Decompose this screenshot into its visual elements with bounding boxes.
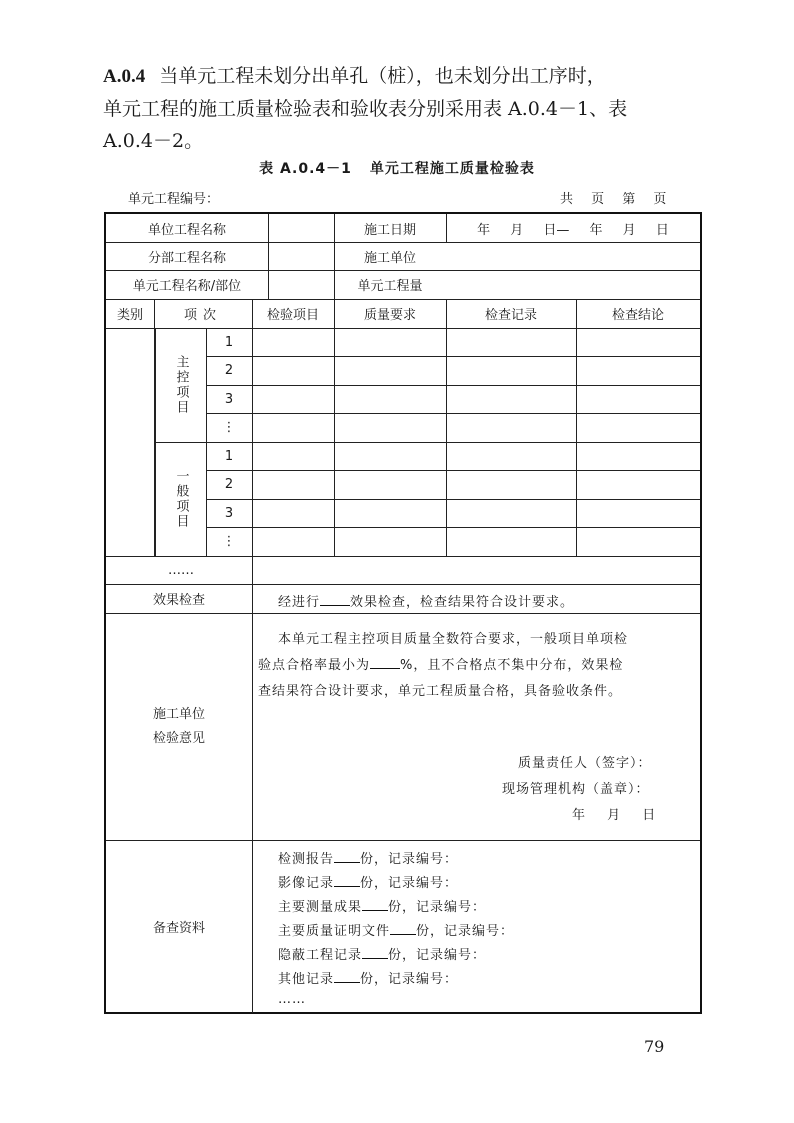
col-item-no: 项次 — [183, 308, 222, 323]
col-check-conclusion: 检查结论 — [611, 308, 664, 323]
intro-line-3: A.0.4－2。 — [103, 130, 204, 152]
value-unit-project-name[interactable] — [268, 214, 334, 242]
clause-number: A.0.4 — [103, 66, 146, 87]
col-inspection-item: 检验项目 — [266, 308, 319, 323]
record-item-name: 检测报告 — [278, 852, 335, 867]
page-number: 79 — [644, 1037, 665, 1056]
record-item-suffix: 份，记录编号： — [360, 876, 459, 891]
label-opinion — [106, 613, 252, 840]
record-count-blank[interactable] — [390, 922, 416, 935]
value-unit-quantity[interactable] — [446, 270, 700, 299]
effect-blank[interactable] — [320, 593, 350, 606]
opinion-line-2-pre: 验点合格率最小为 — [258, 658, 371, 673]
label-effect-check: 效果检查 — [152, 593, 205, 608]
opinion-date[interactable]: 年 月 日 — [572, 808, 657, 823]
record-item-name: 主要质量证明文件 — [278, 924, 391, 939]
value-division-name[interactable] — [268, 242, 334, 270]
label-construction-date: 施工日期 — [363, 222, 416, 238]
record-count-blank[interactable] — [334, 874, 360, 887]
effect-pre: 经进行 — [278, 595, 321, 610]
caption-title: 单元工程施工质量检验表 — [369, 161, 535, 177]
more-categories: …… — [168, 562, 194, 578]
opinion-line-3: 查结果符合设计要求，单元工程质量合格，具备验收条件。 — [258, 684, 623, 699]
effect-post: 效果检查，检查结果符合设计要求。 — [350, 595, 575, 610]
record-item — [278, 944, 486, 963]
record-item-name: 主要测量成果 — [278, 900, 363, 915]
record-item-name: 影像记录 — [278, 876, 335, 891]
pass-rate-blank[interactable] — [370, 656, 400, 669]
general-row-2: 2 — [224, 477, 234, 492]
records-ellipsis: …… — [278, 992, 306, 1007]
table-caption — [0, 158, 794, 178]
site-stamp[interactable]: 现场管理机构（盖章）： — [502, 782, 650, 797]
inspection-table — [104, 212, 702, 1014]
record-item-name: 隐蔽工程记录 — [278, 948, 363, 963]
effect-check-text — [278, 591, 574, 610]
value-unit-name-part[interactable] — [268, 270, 334, 299]
intro-paragraph — [103, 60, 703, 157]
main-row-more: ⋮ — [222, 420, 236, 435]
opinion-line-1: 本单元工程主控项目质量全数符合要求，一般项目单项检 — [278, 632, 629, 647]
general-row-3: 3 — [224, 505, 234, 521]
main-row-1: 1 — [224, 334, 234, 350]
opinion-line-2-post: %，且不合格点不集中分布，效果检 — [400, 658, 624, 673]
label-opinion-line2: 检验意见 — [152, 730, 205, 746]
general-row-more: ⋮ — [222, 534, 236, 549]
record-item-suffix: 份，记录编号： — [388, 948, 487, 963]
value-date-range[interactable]: 年 月 日— 年 月 日 — [477, 222, 669, 238]
general-row-1: 1 — [224, 448, 234, 464]
record-count-blank[interactable] — [362, 898, 388, 911]
main-row-2: 2 — [224, 363, 234, 378]
intro-line-1: 当单元工程未划分出单孔（桩），也未划分出工序时， — [159, 65, 606, 87]
col-quality-requirement: 质量要求 — [363, 308, 416, 323]
intro-line-2: 单元工程的施工质量检验表和验收表分别采用表 A.0.4－1、表 — [103, 98, 628, 120]
col-check-record: 检查记录 — [484, 308, 537, 323]
value-construction-unit[interactable] — [446, 242, 700, 270]
record-item-suffix: 份，记录编号： — [416, 924, 515, 939]
label-opinion-line1: 施工单位 — [152, 706, 205, 722]
label-records: 备查资料 — [152, 920, 205, 936]
label-unit-project-name: 单位工程名称 — [147, 222, 226, 238]
label-construction-unit: 施工单位 — [363, 250, 416, 266]
record-item — [278, 848, 458, 867]
record-item-suffix: 份，记录编号： — [360, 852, 459, 867]
group-general: 一般项目 — [173, 469, 189, 529]
record-item-suffix: 份，记录编号： — [360, 972, 459, 987]
label-division-name: 分部工程名称 — [147, 250, 226, 266]
record-item — [278, 896, 486, 915]
caption-number: 表 A.0.4－1 — [259, 161, 352, 177]
quality-signer[interactable]: 质量责任人（签字）： — [518, 756, 652, 771]
record-count-blank[interactable] — [334, 970, 360, 983]
main-row-3: 3 — [224, 391, 234, 407]
col-category: 类别 — [116, 308, 143, 323]
record-item — [278, 920, 514, 939]
label-unit-quantity: 单元工程量 — [357, 279, 423, 294]
page-counter: 共 页 第 页 — [560, 192, 669, 207]
record-count-blank[interactable] — [362, 946, 388, 959]
opinion-line-2 — [258, 654, 623, 673]
unit-code-label: 单元工程编号： — [128, 192, 220, 207]
record-item — [278, 968, 458, 987]
record-item — [278, 872, 458, 891]
group-main-control: 主控项目 — [173, 355, 189, 415]
record-item-name: 其他记录 — [278, 972, 335, 987]
record-item-suffix: 份，记录编号： — [388, 900, 487, 915]
label-unit-name-part: 单元工程名称/部位 — [132, 279, 242, 294]
record-count-blank[interactable] — [334, 850, 360, 863]
